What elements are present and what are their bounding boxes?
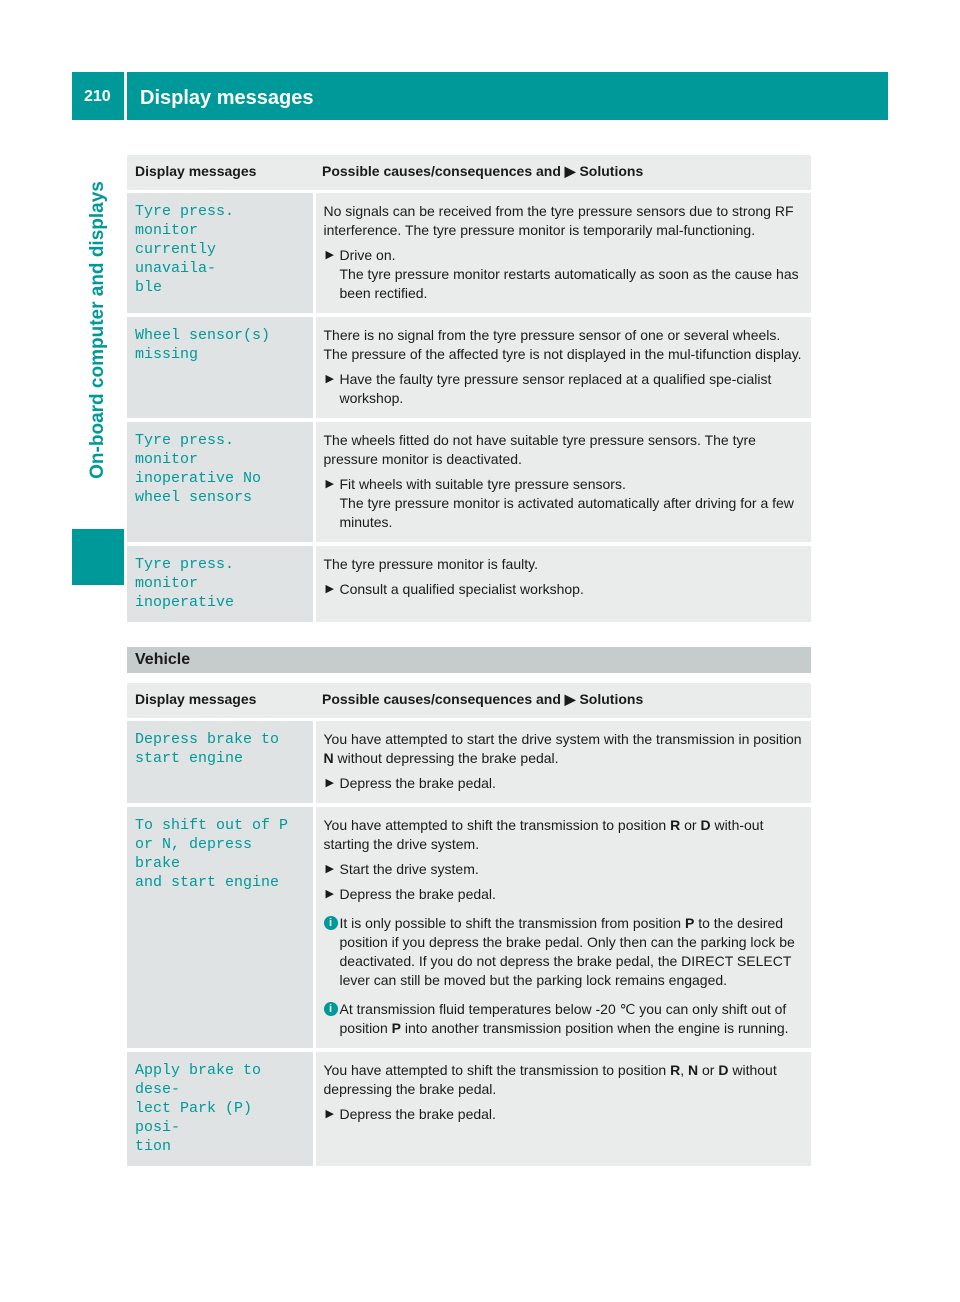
note-text-part: At transmission fluid temperatures below -20 ℃ you can only shift out of position (339, 1001, 787, 1036)
triangle-arrow-icon: ▶ (325, 777, 334, 789)
side-chapter-label: On-board computer and displays (87, 181, 108, 479)
solution-step (324, 1105, 804, 1124)
triangle-arrow-icon: ▶ (564, 691, 576, 707)
message-description (314, 544, 811, 624)
cause-text-part: without depressing the brake pedal. (333, 750, 559, 766)
cause-text-part: with-out starting the drive system. (323, 817, 764, 852)
solution-step-text: Start the drive system. (339, 861, 479, 877)
message-description (314, 720, 811, 806)
display-message-text: Depress brake to start engine (127, 720, 314, 806)
triangle-arrow-icon: ▶ (325, 373, 334, 385)
cause-text-part: , (680, 1062, 688, 1078)
gear-position: R (670, 817, 681, 833)
column-header-causes (314, 683, 811, 720)
triangle-arrow-icon: ▶ (325, 249, 334, 261)
solution-step-text: Depress the brake pedal. (339, 1106, 496, 1122)
table-header-row (127, 683, 811, 720)
table-header-row (127, 155, 811, 192)
table-row (127, 420, 811, 544)
note-text-part: to the desired position if you depress the brake pedal. Only then can the parking lock be deactivated. If you do not depress the brake pedal, the DIRECT SELECT lever can still be moved but the parking lock remains engaged. (339, 915, 795, 988)
display-message-text: Tyre press. monitor inoperative (127, 544, 314, 624)
solution-step-text: Drive on. (339, 247, 396, 263)
solution-step (324, 370, 804, 408)
solution-step-text: Depress the brake pedal. (339, 886, 496, 902)
gear-position: R (670, 1062, 681, 1078)
side-accent-block (72, 529, 124, 585)
cause-text: The wheels fitted do not have suitable tyre pressure sensors. The tyre pressure monitor is deactivated. (323, 432, 756, 467)
column-header-messages: Display messages (127, 155, 314, 192)
cause-text (324, 816, 804, 854)
message-description (314, 420, 811, 544)
table-row (127, 315, 811, 420)
message-description (314, 315, 811, 420)
display-message-text: To shift out of P or N, depress brake and start engine (127, 805, 314, 1050)
gear-position: D (718, 1062, 729, 1078)
solution-step (324, 774, 804, 793)
cause-text-part: You have attempted to shift the transmission to position (323, 1062, 671, 1078)
display-messages-table-vehicle (127, 683, 811, 1170)
column-header-solutions-text: Solutions (579, 163, 644, 179)
table-row (127, 720, 811, 806)
cause-text (324, 1061, 804, 1099)
info-note (324, 1000, 804, 1038)
info-icon: i (324, 1002, 338, 1016)
cause-text-part: or (698, 1062, 719, 1078)
solution-step (324, 246, 804, 303)
triangle-arrow-icon: ▶ (325, 478, 334, 490)
table-row (127, 192, 811, 316)
column-header-causes-text: Possible causes/consequences and (322, 163, 561, 179)
triangle-arrow-icon: ▶ (325, 1108, 334, 1120)
solution-detail-text: The tyre pressure monitor is activated automatically after driving for a few minutes. (339, 495, 794, 530)
message-description (314, 805, 811, 1050)
cause-text-part: or (680, 817, 701, 833)
solution-detail-text: The tyre pressure monitor restarts automatically as soon as the cause has been rectified. (339, 266, 799, 301)
triangle-arrow-icon: ▶ (325, 583, 334, 595)
triangle-arrow-icon: ▶ (325, 863, 334, 875)
triangle-arrow-icon: ▶ (325, 888, 334, 900)
gear-position: N (323, 750, 334, 766)
display-message-text: Tyre press. monitor inoperative No wheel sensors (127, 420, 314, 544)
triangle-arrow-icon: ▶ (564, 163, 576, 179)
column-header-causes (314, 155, 811, 192)
cause-text (324, 730, 804, 768)
column-header-solutions-text: Solutions (579, 691, 644, 707)
solution-step (324, 475, 804, 532)
cause-text: The tyre pressure monitor is faulty. (323, 556, 538, 572)
cause-text: No signals can be received from the tyre pressure sensors due to strong RF interference. The tyre pressure monitor is temporarily mal-functioning. (323, 203, 794, 238)
solution-step (324, 860, 804, 879)
display-message-text: Wheel sensor(s) missing (127, 315, 314, 420)
page-title: Display messages (140, 87, 314, 109)
table-row (127, 805, 811, 1050)
solution-step (324, 885, 804, 904)
gear-position: P (684, 915, 695, 931)
cause-text: There is no signal from the tyre pressure sensor of one or several wheels. The pressure of the affected tyre is not displayed in the mul-tifunction display. (323, 327, 802, 362)
cause-text-part: You have attempted to shift the transmission to position (323, 817, 671, 833)
section-title: Vehicle (135, 651, 191, 668)
table-row (127, 1050, 811, 1168)
note-text-part: into another transmission position when the engine is running. (401, 1020, 789, 1036)
side-label-area (72, 120, 124, 520)
page-number: 210 (84, 88, 111, 105)
info-note (324, 914, 804, 990)
table-row (127, 544, 811, 624)
column-header-messages: Display messages (127, 683, 314, 720)
solution-step-text: Consult a qualified specialist workshop. (339, 581, 584, 597)
solution-step-text: Depress the brake pedal. (339, 775, 496, 791)
message-description (314, 192, 811, 316)
gear-position: P (391, 1020, 401, 1036)
display-message-text: Apply brake to dese- lect Park (P) posi- tion (127, 1050, 314, 1168)
gear-position: D (700, 817, 711, 833)
section-header-vehicle (127, 647, 811, 673)
note-text-part: It is only possible to shift the transmission from position (339, 915, 685, 931)
solution-step-text: Fit wheels with suitable tyre pressure sensors. (339, 476, 626, 492)
display-message-text: Tyre press. monitor currently unavaila- ble (127, 192, 314, 316)
column-header-causes-text: Possible causes/consequences and (322, 691, 561, 707)
cause-text-part: You have attempted to start the drive system with the transmission in position (323, 731, 802, 747)
gear-position: N (687, 1062, 699, 1078)
info-icon: i (324, 916, 338, 930)
display-messages-table-tyre (127, 155, 811, 626)
solution-step-text: Have the faulty tyre pressure sensor replaced at a qualified spe-cialist workshop. (339, 371, 772, 406)
message-description (314, 1050, 811, 1168)
cause-text-part: without depressing the brake pedal. (323, 1062, 777, 1097)
solution-step (324, 580, 804, 599)
